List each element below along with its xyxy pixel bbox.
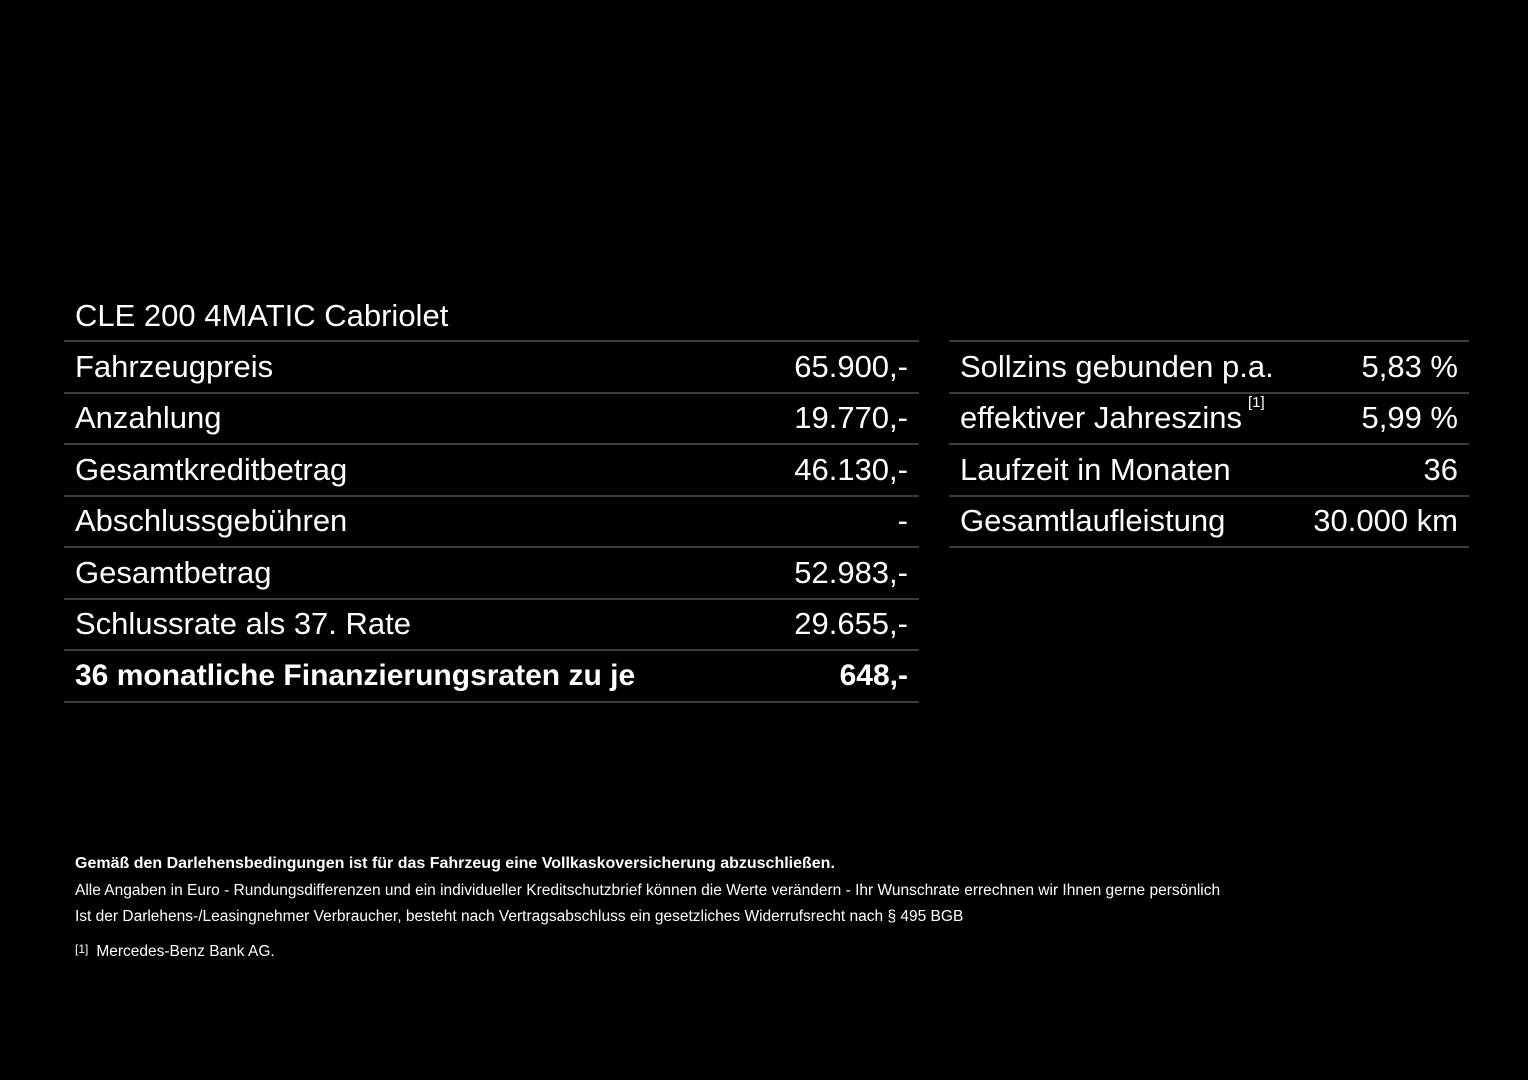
footnote-reference: [1] <box>1248 394 1265 412</box>
legal-footer <box>75 850 1475 965</box>
footnote <box>75 939 1475 965</box>
row-value: 30.000 km <box>1313 503 1458 539</box>
row-value: 5,99 % <box>1361 400 1458 436</box>
row-label: Abschlussgebühren <box>75 503 348 539</box>
row-gesamtlaufleistung <box>949 497 1469 549</box>
row-value: 65.900,- <box>794 348 908 384</box>
row-value: 19.770,- <box>794 400 908 436</box>
row-label: 36 monatliche Finanzierungsraten zu je <box>75 658 636 692</box>
row-fahrzeugpreis <box>64 342 919 394</box>
row-laufzeit <box>949 445 1469 497</box>
row-label: Sollzins gebunden p.a. <box>960 348 1274 384</box>
row-label: Laufzeit in Monaten <box>960 451 1231 487</box>
row-gesamtkreditbetrag <box>64 445 919 497</box>
row-label: effektiver Jahreszins <box>960 400 1242 436</box>
row-label: Fahrzeugpreis <box>75 348 274 384</box>
row-value: 5,83 % <box>1361 348 1458 384</box>
terms-table <box>949 340 1469 548</box>
row-schlussrate <box>64 600 919 652</box>
row-label-group <box>960 394 1265 436</box>
withdrawal-right-line: Ist der Darlehens-/Leasingnehmer Verbraucher, besteht nach Vertragsabschluss ein gesetzliches Widerrufsrecht nach § 495 BGB <box>75 908 964 925</box>
row-label: Schlussrate als 37. Rate <box>75 606 412 642</box>
row-label: Gesamtbetrag <box>75 554 272 590</box>
row-effektiver-jahreszins <box>949 394 1469 446</box>
row-label: Gesamtlaufleistung <box>960 503 1226 539</box>
row-abschlussgebuehren <box>64 497 919 549</box>
row-value: - <box>897 503 908 539</box>
footnote-mark: [1] <box>75 942 89 956</box>
row-value: 29.655,- <box>794 606 908 642</box>
finance-table <box>64 340 919 703</box>
row-label: Anzahlung <box>75 400 222 436</box>
footnote-text: Mercedes-Benz Bank AG. <box>96 943 275 960</box>
vehicle-title: CLE 200 4MATIC Cabriolet <box>75 298 449 333</box>
insurance-note: Gemäß den Darlehensbedingungen ist für das Fahrzeug eine Vollkaskoversicherung abzuschließen. <box>75 855 835 872</box>
row-gesamtbetrag <box>64 548 919 600</box>
row-value: 52.983,- <box>794 554 908 590</box>
row-monthly-rate <box>64 651 919 703</box>
row-sollzins <box>949 342 1469 394</box>
disclaimer-line: Alle Angaben in Euro - Rundungsdifferenzen und ein individueller Kreditschutzbrief können die Werte verändern - Ihr Wunschrate errechnen wir Ihnen gerne persönlich <box>75 882 1221 899</box>
row-value: 648,- <box>839 658 908 692</box>
row-anzahlung <box>64 394 919 446</box>
row-label: Gesamtkreditbetrag <box>75 451 348 487</box>
row-value: 36 <box>1423 451 1458 487</box>
row-value: 46.130,- <box>794 451 908 487</box>
